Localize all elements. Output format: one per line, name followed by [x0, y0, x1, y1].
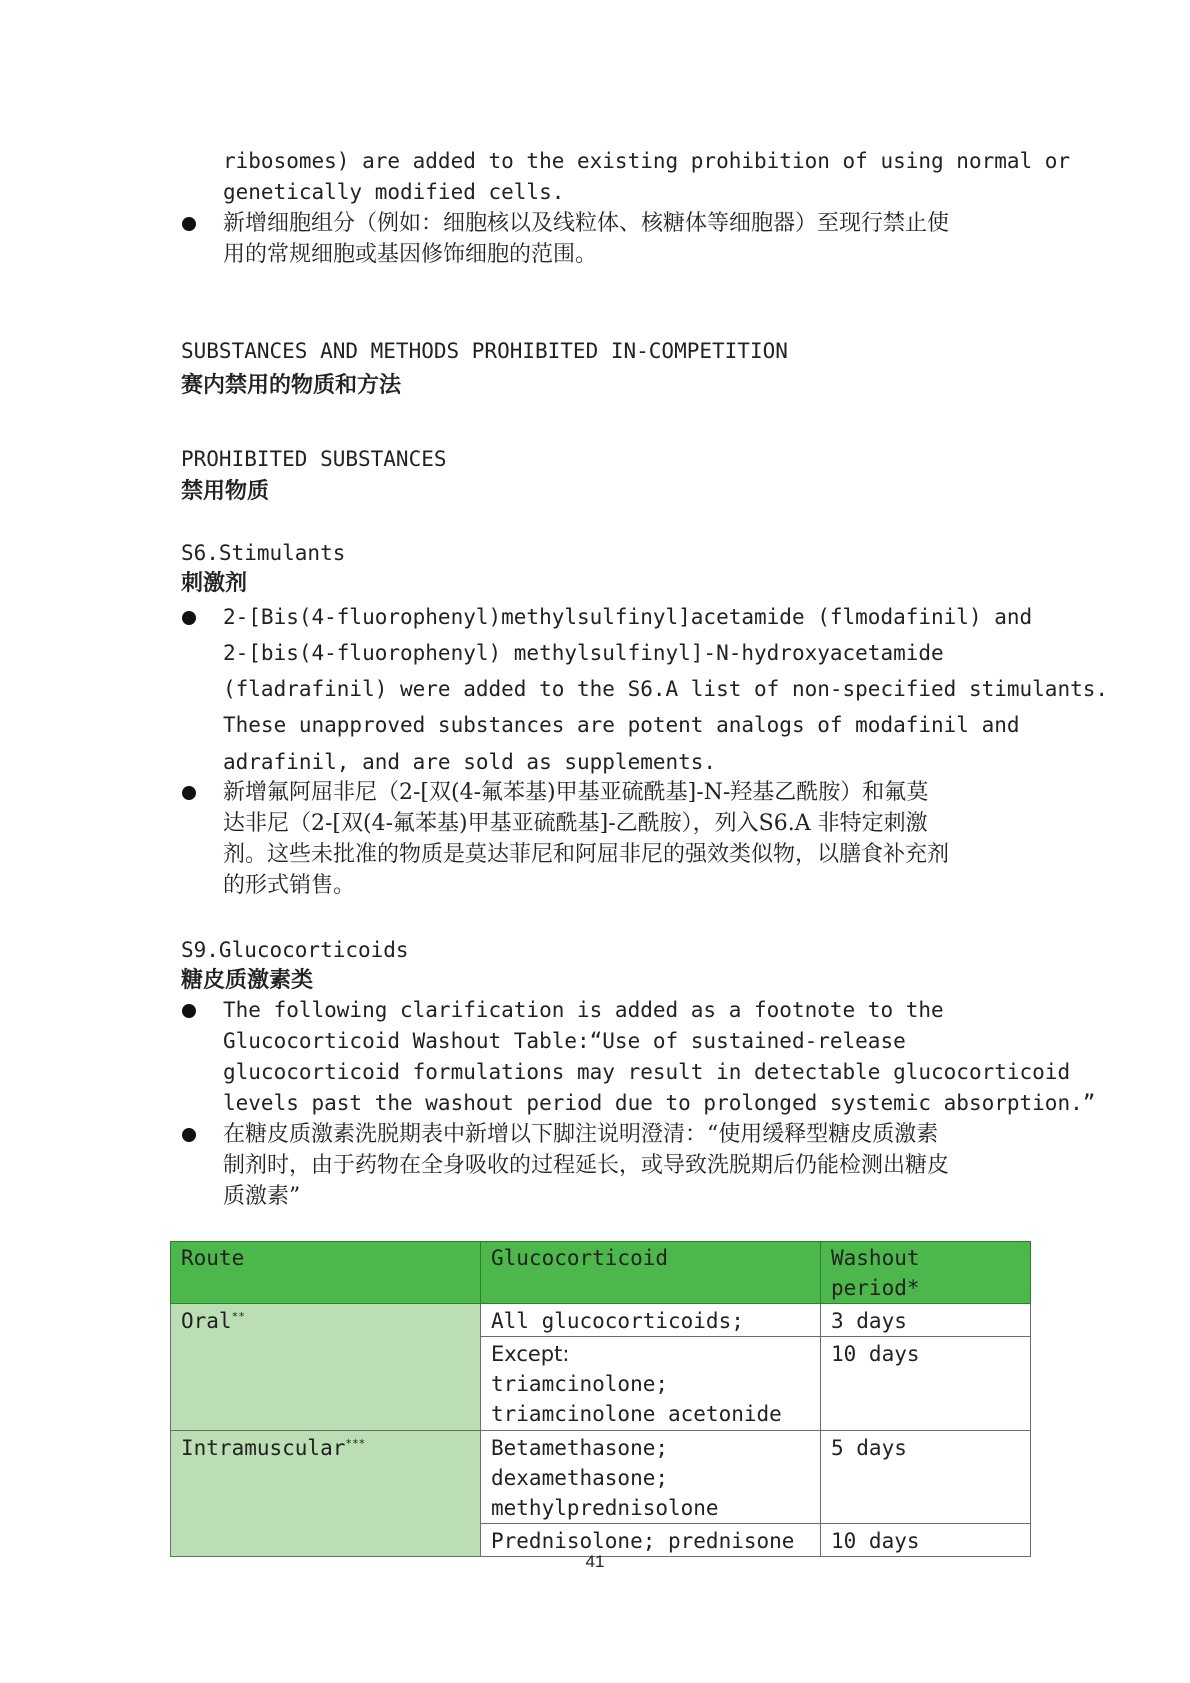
bullet-icon [182, 1128, 196, 1142]
intro-line-1: ribosomes) are added to the existing prohibition of using normal or [223, 149, 1071, 173]
s6-en-line: (fladrafinil) were added to the S6.A list of non-specified stimulants. [223, 677, 1109, 701]
drug-name: dexamethasone; [491, 1466, 669, 1490]
route-intramuscular: Intramuscular [181, 1436, 346, 1460]
drug-name: triamcinolone acetonide [491, 1402, 782, 1426]
s9-en-line: The following clarification is added as a footnote to the [223, 998, 944, 1022]
section-heading-in-competition: SUBSTANCES AND METHODS PROHIBITED IN-COMPETITION [181, 339, 788, 363]
s9-cn-line: 制剂时，由于药物在全身吸收的过程延长，或导致洗脱期后仍能检测出糖皮 [223, 1153, 950, 1178]
drug-cell: All glucocorticoids; [481, 1304, 821, 1337]
intro-cn-line-2: 用的常规细胞或基因修饰细胞的范围。 [223, 242, 598, 267]
drug-cell [481, 1337, 821, 1431]
route-oral-cell [171, 1304, 481, 1431]
s6-en-line: 2-[bis(4-fluorophenyl) methylsulfinyl]-N-hydroxyacetamide [223, 641, 944, 665]
table-row [171, 1431, 1031, 1524]
s6-title: S6.Stimulants [181, 541, 346, 565]
drug-name: triamcinolone; [491, 1372, 669, 1396]
route-oral: Oral [181, 1309, 232, 1333]
bullet-icon [182, 786, 196, 800]
table-row [171, 1304, 1031, 1337]
s9-en-line: Glucocorticoid Washout Table:“Use of sustained-release [223, 1029, 906, 1053]
s9-title: S9.Glucocorticoids [181, 938, 409, 962]
section-heading-in-competition-cn: 赛内禁用的物质和方法 [181, 373, 402, 398]
s6-title-cn: 刺激剂 [181, 571, 248, 596]
period-cell: 5 days [821, 1431, 1031, 1524]
footnote-marker: ** [231, 1310, 245, 1323]
bullet-icon [182, 1004, 196, 1018]
table-header-row [171, 1242, 1031, 1304]
footnote-marker: *** [345, 1437, 366, 1450]
s9-en-line: glucocorticoid formulations may result in detectable glucocorticoid [223, 1060, 1071, 1084]
s6-cn-line: 的形式销售。 [223, 873, 356, 898]
drug-name: Betamethasone; [491, 1436, 669, 1460]
s6-cn-line: 达非尼（2-[双(4-氟苯基)甲基亚硫酰基]-乙酰胺），列入S6.A 非特定刺激 [223, 811, 928, 836]
route-intramuscular-cell [171, 1431, 481, 1557]
s6-en-line: adrafinil, and are sold as supplements. [223, 750, 717, 774]
s6-cn-line: 新增氟阿屈非尼（2-[双(4-氟苯基)甲基亚硫酰基]-N-羟基乙酰胺）和氟莫 [223, 780, 929, 805]
intro-line-2: genetically modified cells. [223, 180, 565, 204]
intro-cn-line-1: 新增细胞组分（例如：细胞核以及线粒体、核糖体等细胞器）至现行禁止使 [223, 211, 950, 236]
section-heading-prohibited-cn: 禁用物质 [181, 479, 270, 504]
period-cell: 3 days [821, 1304, 1031, 1337]
s9-cn-line: 质激素” [223, 1184, 301, 1209]
s6-cn-line: 剂。这些未批准的物质是莫达菲尼和阿屈非尼的强效类似物，以膳食补充剂 [223, 842, 950, 867]
period-cell: 10 days [821, 1337, 1031, 1431]
section-heading-prohibited: PROHIBITED SUBSTANCES [181, 447, 447, 471]
s9-cn-line: 在糖皮质激素洗脱期表中新增以下脚注说明澄清：“使用缓释型糖皮质激素 [223, 1122, 939, 1147]
period-cell: 10 days [821, 1524, 1031, 1557]
s6-en-line: These unapproved substances are potent analogs of modafinil and [223, 713, 1020, 737]
header-route: Route [171, 1242, 481, 1304]
glucocorticoid-washout-table [170, 1241, 1031, 1557]
except-label: Except: [491, 1342, 570, 1366]
page-number: 41 [585, 1552, 605, 1571]
header-glucocorticoid: Glucocorticoid [481, 1242, 821, 1304]
drug-cell: Prednisolone; prednisone [481, 1524, 821, 1557]
header-washout-period: Washout period* [821, 1242, 1031, 1304]
s9-title-cn: 糖皮质激素类 [181, 968, 314, 993]
drug-cell [481, 1431, 821, 1524]
bullet-icon [182, 217, 196, 231]
s9-en-line: levels past the washout period due to prolonged systemic absorption.” [223, 1091, 1096, 1115]
s6-en-line: 2-[Bis(4-fluorophenyl)methylsulfinyl]acetamide (flmodafinil) and [223, 605, 1033, 629]
bullet-icon [182, 611, 196, 625]
drug-name: methylprednisolone [491, 1496, 719, 1520]
